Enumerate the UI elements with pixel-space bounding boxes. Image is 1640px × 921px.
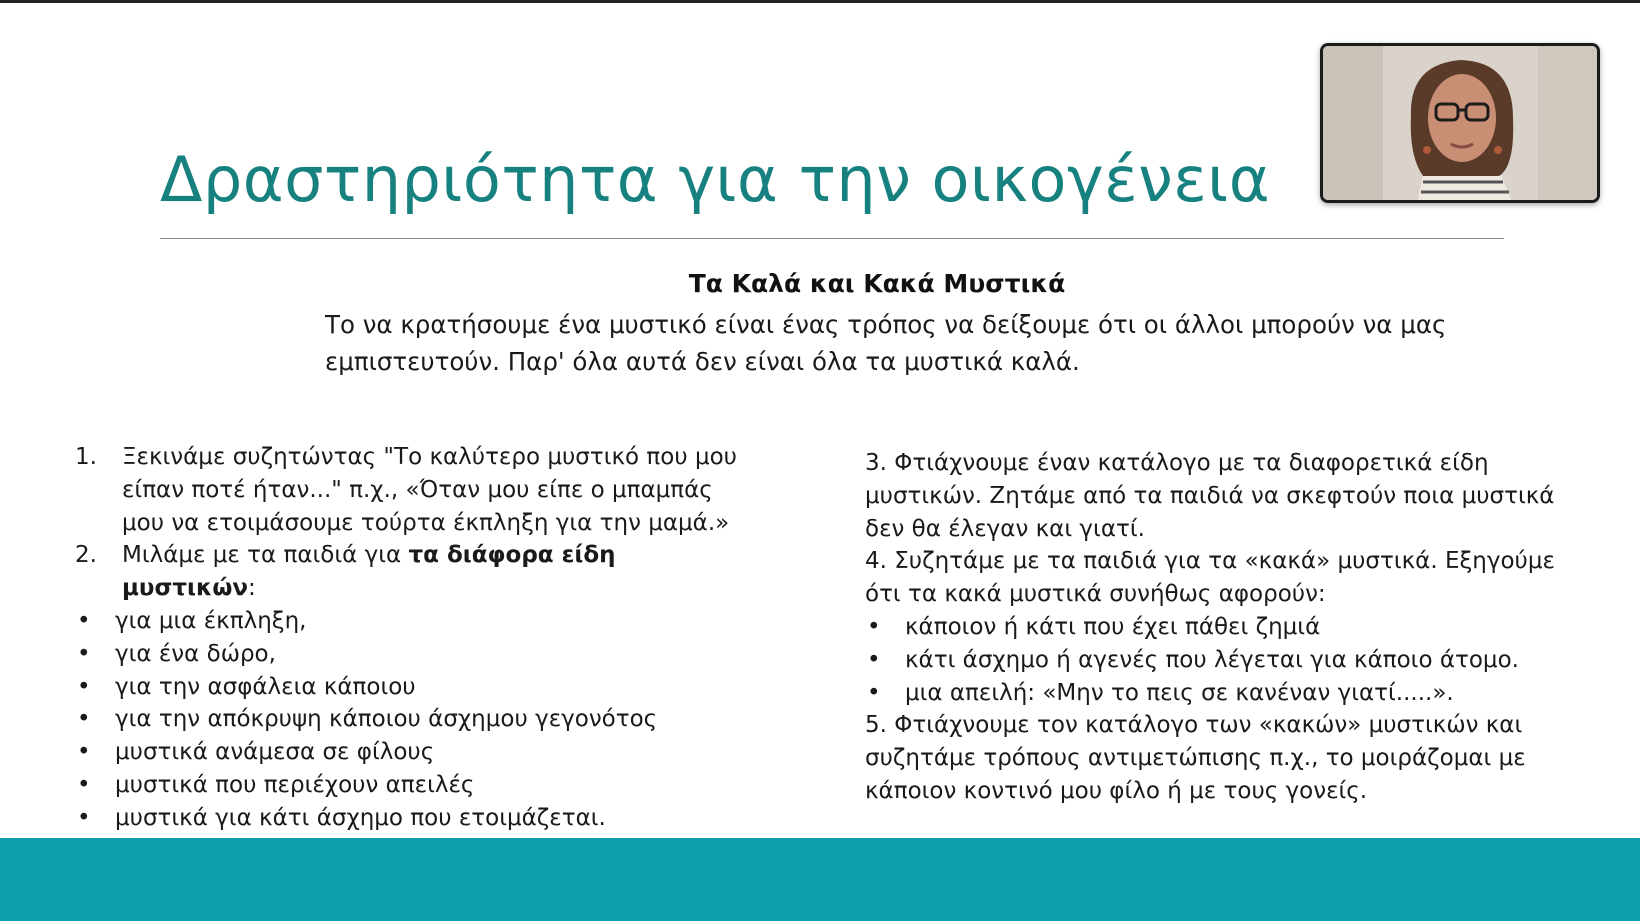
item-text-bold: τα διάφορα είδη μυστικών bbox=[122, 542, 616, 602]
list-item bbox=[75, 736, 755, 769]
list-item-text: μυστικά που περιέχουν απειλές bbox=[115, 771, 475, 798]
list-item bbox=[75, 638, 755, 671]
item-text: Ξεκινάμε συζητώντας "Το καλύτερο μυστικό που μου είπαν ποτέ ήταν..." π.χ., «Όταν μου είπε ο μπαμπάς μου να ετοιμάσουμε τούρτα έκπληξη για την μαμά.» bbox=[122, 444, 737, 536]
list-item-text: κάτι άσχημο ή αγενές που λέγεται για κάποιο άτομο. bbox=[905, 646, 1519, 673]
numbered-item-1 bbox=[75, 441, 755, 539]
list-item bbox=[75, 802, 755, 835]
item-text: : bbox=[248, 575, 256, 602]
intro-paragraph: Το να κρατήσουμε ένα μυστικό είναι ένας τρόπος να δείξουμε ότι οι άλλοι μπορούν να μας εμπιστευτούν. Παρ' όλα αυτά δεν είναι όλα τα μυστικά καλά. bbox=[325, 310, 1447, 376]
left-column bbox=[75, 441, 755, 835]
slide-footer-band bbox=[0, 838, 1640, 921]
slide-title: Δραστηριότητα για την οικογένεια bbox=[160, 143, 1271, 216]
list-item-text: για μια έκπληξη, bbox=[115, 607, 307, 634]
list-item bbox=[75, 703, 755, 736]
slide-subtitle: Τα Καλά και Κακά Μυστικά bbox=[688, 269, 1066, 298]
list-item-text: μια απειλή: «Μην το πεις σε κανέναν γιατί.....». bbox=[905, 679, 1454, 706]
list-item-text: για ένα δώρο, bbox=[115, 640, 276, 667]
bullet-icon: • bbox=[77, 640, 91, 667]
list-item-text: για την ασφάλεια κάποιου bbox=[115, 673, 416, 700]
list-item bbox=[865, 644, 1585, 677]
bullet-icon: • bbox=[77, 804, 91, 831]
bullet-icon: • bbox=[867, 679, 881, 706]
numbered-item-5: 5. Φτιάχνουμε τον κατάλογο των «κακών» μυστικών και συζητάμε τρόπους αντιμετώπισης π.χ., το μοιράζομαι με κάποιον κοντινό μου φίλο ή με τους γονείς. bbox=[865, 712, 1526, 804]
list-item-text: μυστικά για κάτι άσχημο που ετοιμάζεται. bbox=[115, 804, 606, 831]
list-item bbox=[865, 611, 1585, 644]
item-number: 1. bbox=[75, 444, 97, 470]
title-divider bbox=[160, 238, 1504, 239]
list-item-text: κάποιον ή κάτι που έχει πάθει ζημιά bbox=[905, 613, 1321, 640]
list-item bbox=[75, 769, 755, 802]
bullet-icon: • bbox=[77, 607, 91, 634]
list-item-text: μυστικά ανάμεσα σε φίλους bbox=[115, 739, 435, 766]
numbered-item-4: 4. Συζητάμε με τα παιδιά για τα «κακά» μυστικά. Εξηγούμε ότι τα κακά μυστικά συνήθως αφορούν: bbox=[865, 548, 1555, 608]
bullet-icon: • bbox=[77, 706, 91, 733]
bullet-icon: • bbox=[867, 613, 881, 640]
list-item bbox=[75, 671, 755, 704]
bullet-icon: • bbox=[77, 673, 91, 700]
numbered-item-2 bbox=[75, 539, 755, 605]
presenter-video-icon bbox=[1323, 46, 1597, 200]
list-item bbox=[75, 605, 755, 638]
item-number: 2. bbox=[75, 542, 97, 569]
bullet-icon: • bbox=[77, 771, 91, 798]
numbered-item-3: 3. Φτιάχνουμε έναν κατάλογο με τα διαφορετικά είδη μυστικών. Ζητάμε από τα παιδιά να σκεφτούν ποια μυστικά δεν θα έλεγαν και γιατί. bbox=[865, 450, 1555, 542]
bullet-icon: • bbox=[867, 646, 881, 673]
right-column bbox=[865, 447, 1585, 808]
list-item-text: για την απόκρυψη κάποιου άσχημου γεγονότος bbox=[115, 706, 658, 733]
presenter-video-thumbnail[interactable] bbox=[1320, 43, 1600, 203]
bullet-icon: • bbox=[77, 739, 91, 766]
list-item bbox=[865, 677, 1585, 710]
item-text: Μιλάμε με τα παιδιά για bbox=[122, 542, 409, 569]
